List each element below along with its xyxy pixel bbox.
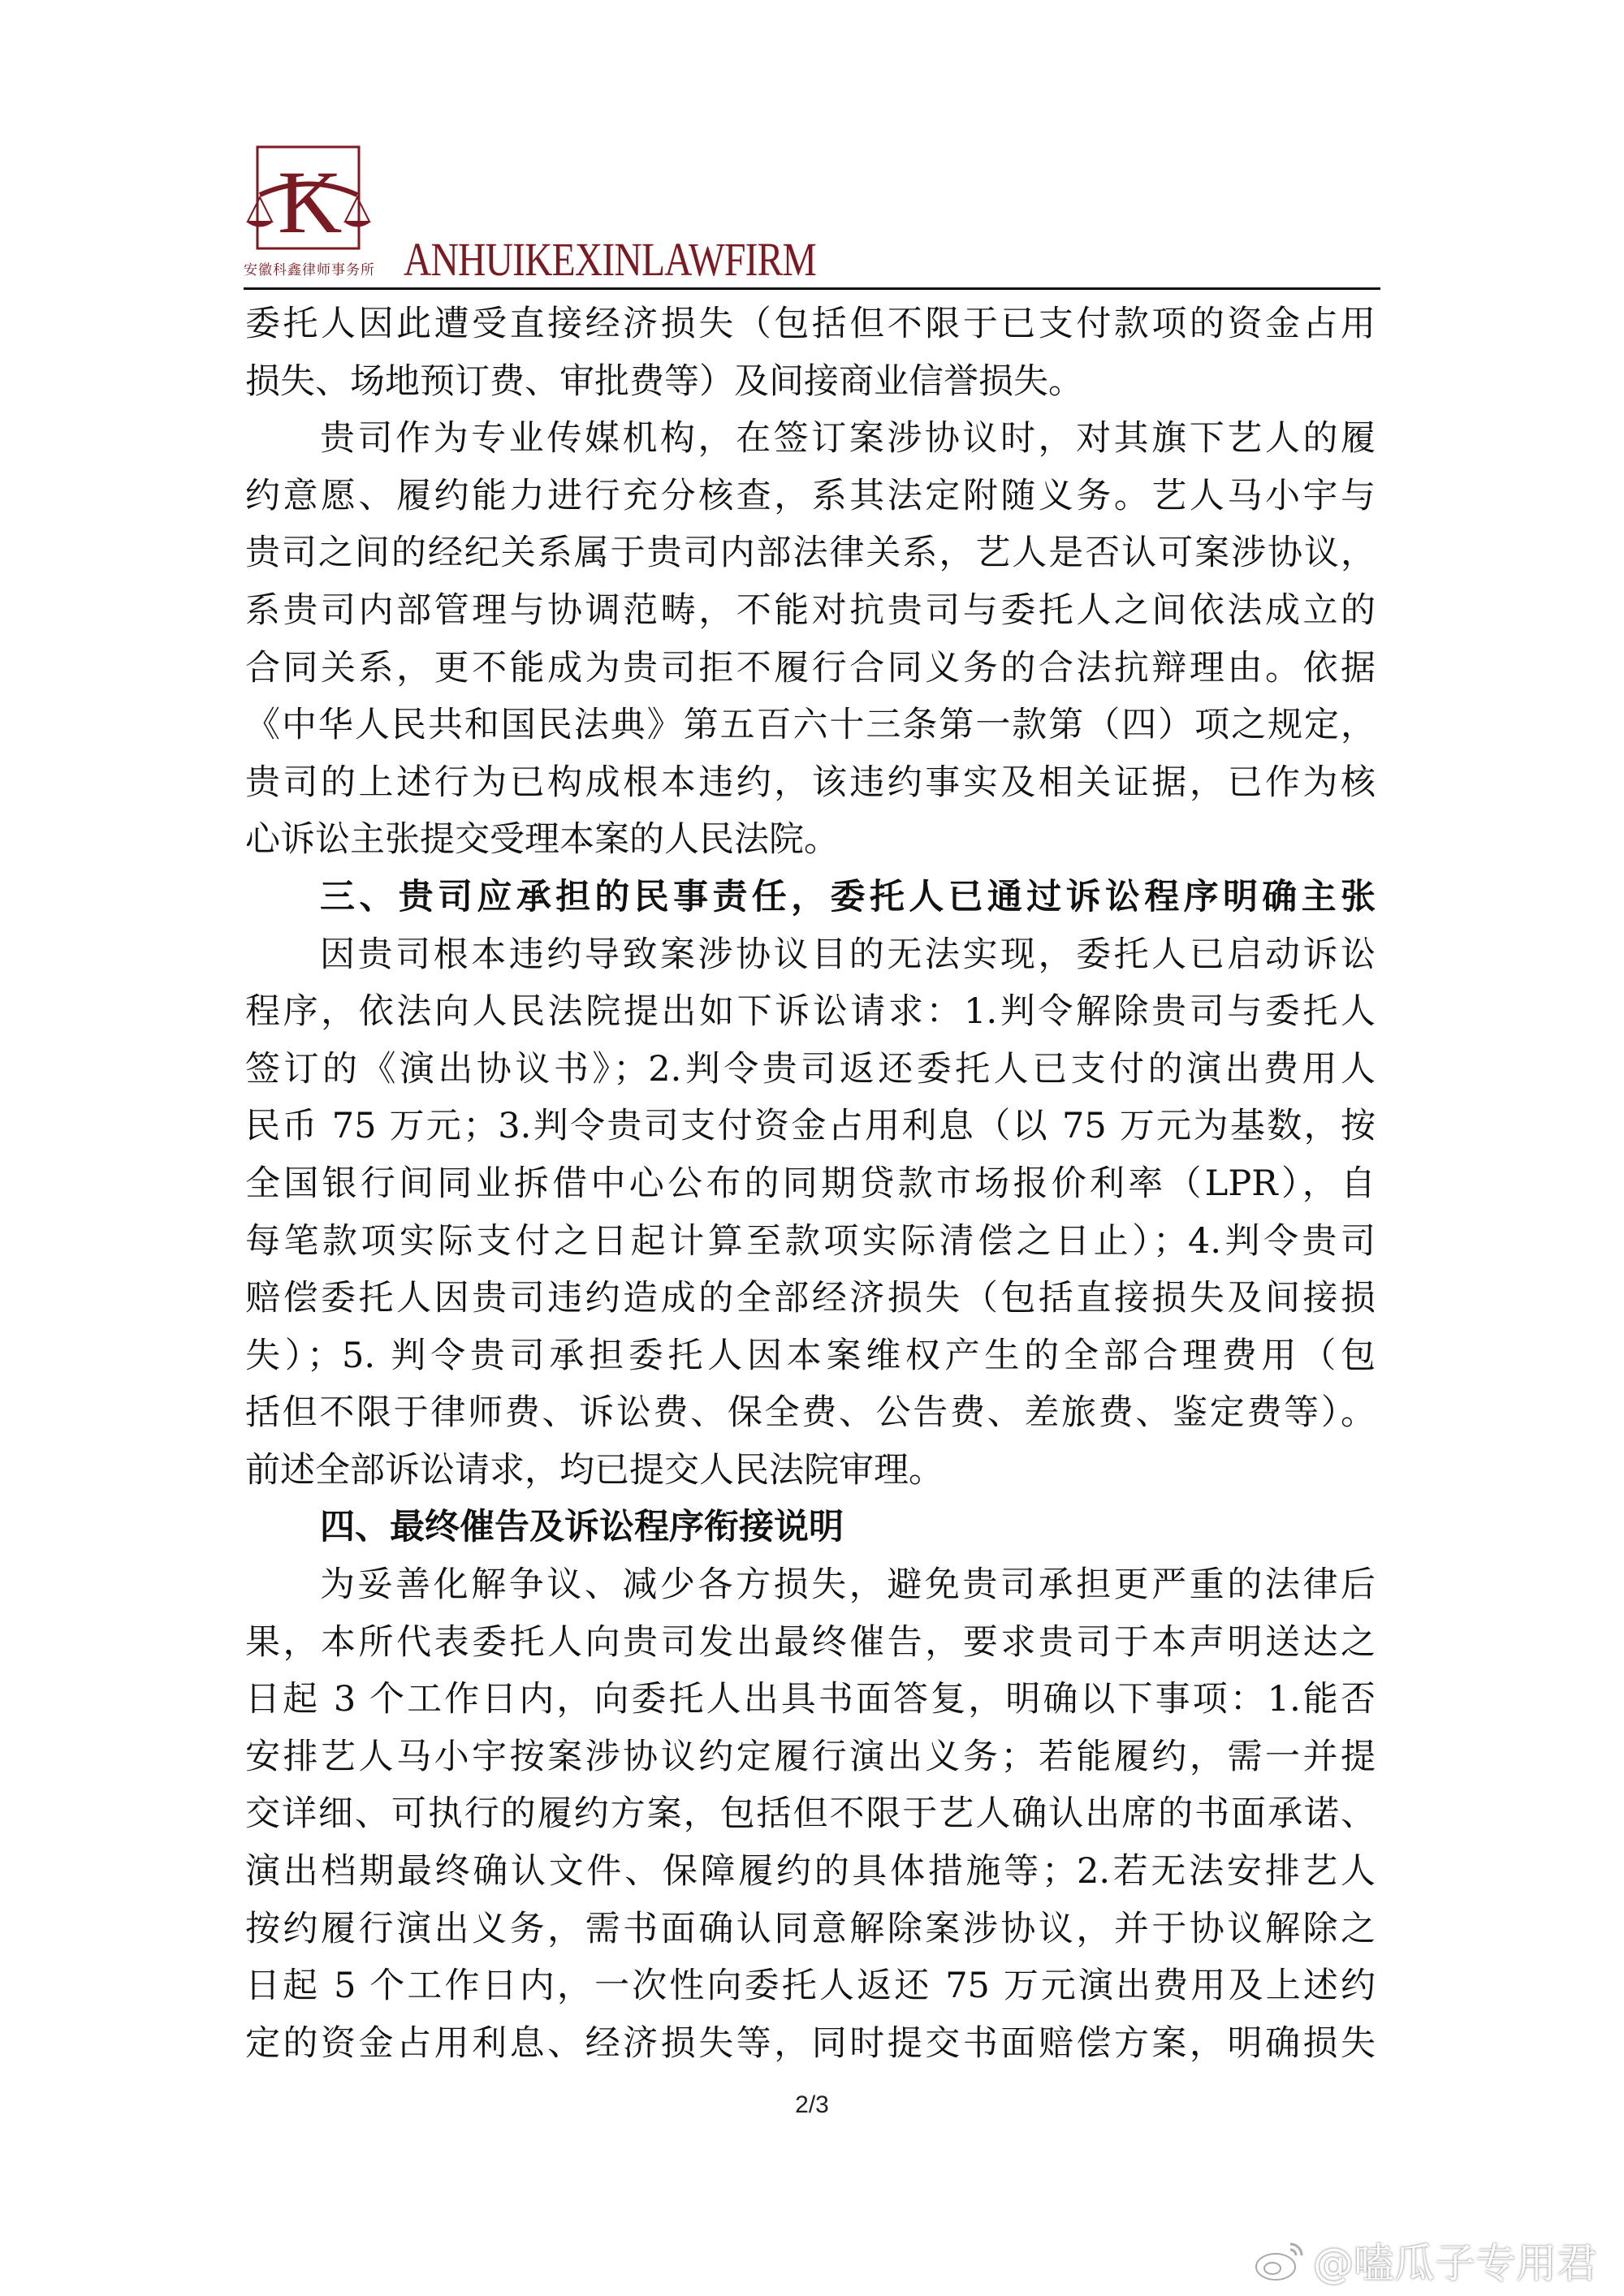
text-line: 前述全部诉讼请求，均已提交人民法院审理。 bbox=[245, 1449, 944, 1491]
text-line: 全国银行间同业拆借中心公布的同期贷款市场报价利率（LPR），自 bbox=[245, 1163, 1376, 1204]
text-line: 演出档期最终确认文件、保障履约的具体措施等；2.若无法安排艺人 bbox=[245, 1851, 1376, 1892]
text-line: 心诉讼主张提交受理本案的人民法院。 bbox=[245, 819, 839, 861]
text-line: 合同关系，更不能成为贵司拒不履行合同义务的合法抗辩理由。依据 bbox=[245, 647, 1376, 688]
document-body bbox=[245, 296, 1376, 2072]
text-line: 贵司之间的经纪关系属于贵司内部法律关系，艺人是否认可案涉协议， bbox=[245, 533, 1376, 574]
text-line: 程序，依法向人民法院提出如下诉讼请求：1.判令解除贵司与委托人 bbox=[245, 991, 1376, 1033]
text-line: 日起 5 个工作日内，一次性向委托人返还 75 万元演出费用及上述约 bbox=[245, 1966, 1376, 2007]
text-line: 失）；5. 判令贵司承担委托人因本案维权产生的全部合理费用（包 bbox=[245, 1335, 1376, 1376]
text-line: 《中华人民共和国民法典》第五百六十三条第一款第（四）项之规定， bbox=[245, 705, 1376, 746]
weibo-icon bbox=[1255, 2239, 1307, 2281]
watermark-text: @嗑瓜子专用君 bbox=[1313, 2240, 1597, 2287]
text-line: 日起 3 个工作日内，向委托人出具书面答复，明确以下事项：1.能否 bbox=[245, 1679, 1376, 1720]
text-line: 果，本所代表委托人向贵司发出最终催告，要求贵司于本声明送达之 bbox=[245, 1621, 1376, 1663]
text-line: 安排艺人马小宇按案涉协议约定履行演出义务；若能履约，需一并提 bbox=[245, 1736, 1376, 1777]
text-line: 括但不限于律师费、诉讼费、保全费、公告费、差旅费、鉴定费等）。 bbox=[245, 1392, 1376, 1434]
firm-name-en: ANHUIKEXINLAWFIRM bbox=[404, 233, 816, 286]
text-line: 委托人因此遭受直接经济损失（包括但不限于已支付款项的资金占用 bbox=[245, 304, 1376, 344]
text-line: 交详细、可执行的履约方案，包括但不限于艺人确认出席的书面承诺、 bbox=[245, 1793, 1376, 1835]
svg-text:K: K bbox=[278, 153, 343, 252]
law-firm-logo bbox=[244, 145, 374, 258]
page-number: 2/3 bbox=[795, 2091, 829, 2118]
text-line: 为妥善化解争议、减少各方损失，避免贵司承担更严重的法律后 bbox=[320, 1564, 1376, 1606]
header-divider bbox=[244, 287, 1380, 290]
text-line: 贵司作为专业传媒机构，在签订案涉协议时，对其旗下艺人的履 bbox=[320, 418, 1376, 460]
watermark bbox=[1255, 2231, 1597, 2290]
text-line: 贵司的上述行为已构成根本违约，该违约事实及相关证据，已作为核 bbox=[245, 762, 1376, 803]
text-line: 因贵司根本违约导致案涉协议目的无法实现，委托人已启动诉讼 bbox=[320, 934, 1376, 975]
text-line: 按约履行演出义务，需书面确认同意解除案涉协议，并于协议解除之 bbox=[245, 1908, 1376, 1949]
firm-name-cn: 安徽科鑫律师事务所 bbox=[244, 262, 375, 278]
text-line: 签订的《演出协议书》；2.判令贵司返还委托人已支付的演出费用人 bbox=[245, 1048, 1376, 1090]
text-line: 赔偿委托人因贵司违约造成的全部经济损失（包括直接损失及间接损 bbox=[245, 1278, 1376, 1319]
text-line: 约意愿、履约能力进行充分核查，系其法定附随义务。艺人马小宇与 bbox=[245, 475, 1376, 516]
section-heading: 四、最终催告及诉讼程序衔接说明 bbox=[320, 1507, 844, 1548]
text-line: 定的资金占用利息、经济损失等，同时提交书面赔偿方案，明确损失 bbox=[245, 2022, 1376, 2064]
text-line: 损失、场地预订费、审批费等）及间接商业信誉损失。 bbox=[245, 360, 1083, 402]
text-line: 民币 75 万元；3.判令贵司支付资金占用利息（以 75 万元为基数，按 bbox=[245, 1106, 1376, 1147]
text-line: 系贵司内部管理与协调范畴，不能对抗贵司与委托人之间依法成立的 bbox=[245, 589, 1376, 631]
text-line: 每笔款项实际支付之日起计算至款项实际清偿之日止）；4.判令贵司 bbox=[245, 1220, 1376, 1262]
section-heading: 三、贵司应承担的民事责任，委托人已通过诉讼程序明确主张 bbox=[320, 876, 1376, 917]
